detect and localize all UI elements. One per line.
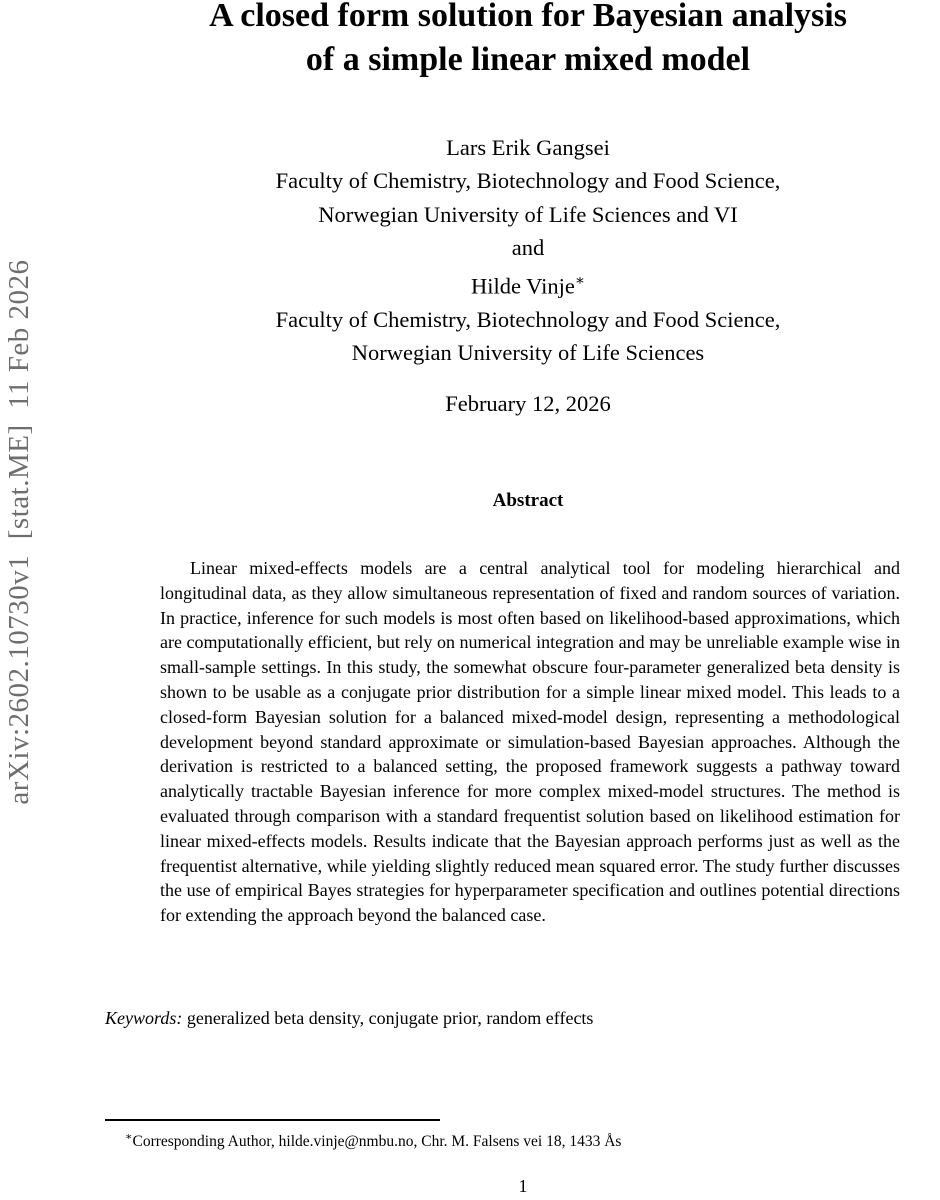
author-2-name <box>116 265 940 303</box>
footnote-mark: ∗ <box>125 1131 133 1143</box>
paper-title <box>116 0 940 82</box>
footnote-rule <box>105 1119 440 1121</box>
author-2-affiliation-line-1: Faculty of Chemistry, Biotechnology and Food Science, <box>275 306 781 332</box>
abstract-heading: Abstract <box>492 490 564 511</box>
corresponding-author-footnote <box>105 1127 875 1152</box>
author-connector: and <box>511 235 545 261</box>
keywords-label: Keywords: <box>105 1008 183 1028</box>
keywords-line <box>105 1008 905 1029</box>
arxiv-stamp: arXiv:2602.10730v1 [stat.ME] 11 Feb 2026 <box>3 259 35 805</box>
keywords-text: generalized beta density, conjugate prior, random effects <box>182 1008 594 1028</box>
footnote-body: Corresponding Author, hilde.vinje@nmbu.no, Chr. M. Falsens vei 18, 1433 Ås <box>132 1133 622 1151</box>
author-1-name: Lars Erik Gangsei <box>446 135 610 160</box>
paper-date: February 12, 2026 <box>445 391 611 416</box>
paper-title-line-1: A closed form solution for Bayesian analysis <box>209 0 847 34</box>
author-1-affiliation-line-1: Faculty of Chemistry, Biotechnology and Food Science, <box>275 168 781 194</box>
corresponding-author-mark: ∗ <box>574 272 586 289</box>
author-1-affiliation-line-2: Norwegian University of Life Sciences and VI <box>318 201 738 227</box>
author-2-name-text: Hilde Vinje <box>470 273 575 299</box>
abstract-text: Linear mixed-effects models are a central analytical tool for modeling hierarchical and longitudinal data, as they allow simultaneous representation of fixed and random sources of variation. In practice, inference for such models is most often based on likelihood-based approximations, which are computationally efficient, but rely on numerical integration and may be unreliable example wise in small-sample settings. In this study, the somewhat obscure four-parameter generalized beta density is shown to be usable as a conjugate prior distribution for a simple linear mixed model. This leads to a closed-form Bayesian solution for a balanced mixed-model design, representing a methodological development beyond standard approximate or simulation-based Bayesian approaches. Although the derivation is restricted to a balanced setting, the proposed framework suggests a pathway toward analytically tractable Bayesian inference for more complex mixed-model structures. The method is evaluated through comparison with a standard frequentist solution based on likelihood estimation for linear mixed-effects models. Results indicate that the Bayesian approach performs just as well as the frequentist alternative, while yielding slightly reduced mean squared error. The study further discusses the use of empirical Bayes strategies for hyperparameter specification and outlines potential directions for extending the approach beyond the balanced case. <box>160 558 900 926</box>
paper-title-line-2: of a simple linear mixed model <box>305 41 751 78</box>
author-block <box>116 131 940 369</box>
author-2-affiliation-line-2: Norwegian University of Life Sciences <box>351 339 705 365</box>
page-number: 1 <box>518 1176 528 1196</box>
